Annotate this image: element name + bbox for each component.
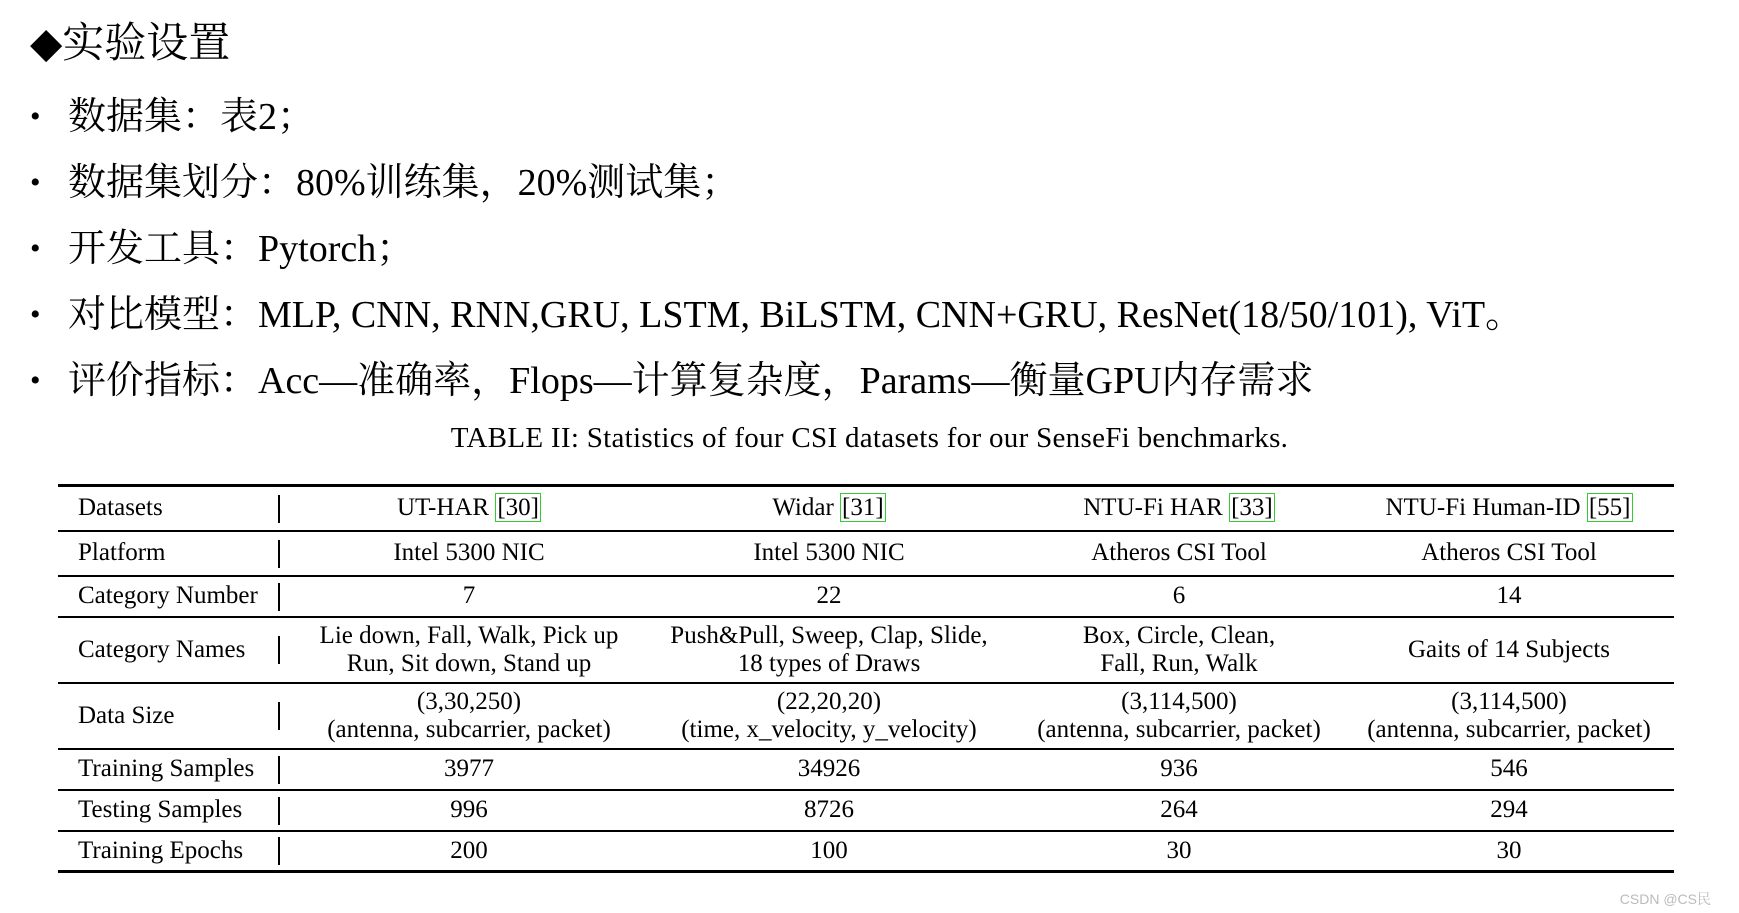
- table-cell: [644, 617, 1014, 683]
- cell-line: (3,114,500): [1451, 687, 1567, 715]
- citation-link[interactable]: [30]: [497, 494, 540, 522]
- table-cell: [294, 617, 644, 683]
- table-cell: [1344, 531, 1674, 576]
- row-label: Platform: [58, 531, 264, 576]
- table-cell: [1344, 831, 1674, 872]
- cell-line: 30: [1496, 836, 1522, 864]
- cell-line: 30: [1166, 836, 1192, 864]
- header-cell: [1344, 486, 1674, 531]
- table-cell: [1344, 617, 1674, 683]
- row-label: Data Size: [58, 683, 264, 749]
- table-cell: [644, 531, 1014, 576]
- table-cell: [1344, 790, 1674, 831]
- table-cell: [1344, 683, 1674, 749]
- bullet-dot-icon: •: [30, 364, 41, 397]
- table-cell: [294, 683, 644, 749]
- header-cell: [1014, 486, 1344, 531]
- dataset-table: [58, 484, 1674, 873]
- cell-line: Lie down, Fall, Walk, Pick up: [319, 621, 619, 649]
- cell-line: Intel 5300 NIC: [753, 539, 905, 566]
- column-separator: [264, 617, 294, 683]
- bullet-item: [30, 216, 1523, 282]
- table-cell: [1014, 790, 1344, 831]
- table-cell: [294, 749, 644, 790]
- table-caption: TABLE II: Statistics of four CSI datasets for our SenseFi benchmarks.: [450, 422, 1289, 454]
- cell-line: (antenna, subcarrier, packet): [1037, 715, 1321, 743]
- cell-line: (time, x_velocity, y_velocity): [681, 715, 977, 743]
- cell-line: (antenna, subcarrier, packet): [327, 715, 611, 743]
- cell-line: 936: [1160, 755, 1198, 782]
- dataset-name: NTU-Fi Human-ID: [1385, 494, 1581, 522]
- table-cell: [644, 683, 1014, 749]
- header-cell: [294, 486, 644, 531]
- cell-line: Gaits of 14 Subjects: [1407, 635, 1611, 663]
- dataset-name: UT-HAR: [396, 494, 490, 522]
- cell-line: (3,30,250): [416, 687, 522, 715]
- bullet-dot-icon: •: [30, 100, 41, 133]
- bullet-item: [30, 282, 1523, 348]
- row-label: Category Number: [58, 576, 264, 617]
- table-header-row: [58, 486, 1674, 531]
- slide-heading: ◆实验设置: [30, 21, 231, 67]
- row-label: Training Samples: [58, 749, 264, 790]
- table-row: [58, 831, 1674, 872]
- watermark: CSDN @CS⺠: [1619, 891, 1711, 907]
- table-cell: [644, 749, 1014, 790]
- cell-line: Fall, Run, Walk: [1100, 649, 1258, 677]
- dataset-name: Widar: [772, 494, 834, 522]
- bullet-dot-icon: •: [30, 166, 41, 199]
- bullet-text: 评价指标：Acc—准确率，Flops—计算复杂度，Params—衡量GPU内存需求: [68, 360, 1314, 402]
- table-cell: [1014, 576, 1344, 617]
- cell-line: 18 types of Draws: [737, 649, 921, 677]
- header-cell: [644, 486, 1014, 531]
- bullet-item: [30, 348, 1523, 414]
- cell-line: 22: [816, 582, 842, 609]
- table-cell: [1014, 617, 1344, 683]
- cell-line: Box, Circle, Clean,: [1082, 621, 1276, 649]
- column-separator: [264, 790, 294, 831]
- cell-line: (antenna, subcarrier, packet): [1367, 715, 1651, 743]
- bullet-text: 数据集划分：80%训练集，20%测试集；: [68, 162, 740, 204]
- cell-line: 6: [1172, 582, 1186, 609]
- row-label: Testing Samples: [58, 790, 264, 831]
- table-cell: [1014, 683, 1344, 749]
- cell-line: 14: [1496, 582, 1522, 609]
- bullet-text: 开发工具：Pytorch；: [68, 228, 415, 270]
- cell-line: 546: [1490, 755, 1528, 782]
- dataset-name: NTU-Fi HAR: [1083, 494, 1223, 522]
- table-cell: [644, 790, 1014, 831]
- cell-line: 7: [462, 582, 476, 609]
- citation-link[interactable]: [55]: [1588, 494, 1631, 522]
- bullet-dot-icon: •: [30, 298, 41, 331]
- table-cell: [1344, 749, 1674, 790]
- cell-line: 294: [1490, 796, 1528, 823]
- bullet-item: [30, 84, 1523, 150]
- table-cell: [1014, 749, 1344, 790]
- table-cell: [1014, 831, 1344, 872]
- citation-link[interactable]: [33]: [1231, 494, 1273, 522]
- bullet-text: 数据集：表2；: [68, 96, 316, 138]
- table-row: [58, 683, 1674, 749]
- table-row: [58, 576, 1674, 617]
- table-cell: [1014, 531, 1344, 576]
- header-label: Datasets: [58, 486, 264, 531]
- table-cell: [294, 790, 644, 831]
- column-separator: [264, 531, 294, 576]
- table-row: [58, 531, 1674, 576]
- bullet-item: [30, 150, 1523, 216]
- column-separator: [264, 576, 294, 617]
- column-separator: [264, 831, 294, 872]
- table-cell: [294, 831, 644, 872]
- table-row: [58, 749, 1674, 790]
- column-separator: [264, 749, 294, 790]
- cell-line: Run, Sit down, Stand up: [346, 649, 592, 677]
- bullet-dot-icon: •: [30, 232, 41, 265]
- table-row: [58, 790, 1674, 831]
- cell-line: 996: [450, 796, 488, 823]
- column-separator: [264, 486, 294, 531]
- cell-line: Intel 5300 NIC: [393, 539, 545, 566]
- cell-line: Push&Pull, Sweep, Clap, Slide,: [670, 621, 988, 649]
- table-cell: [294, 576, 644, 617]
- column-separator: [264, 683, 294, 749]
- table-cell: [1344, 576, 1674, 617]
- cell-line: 264: [1160, 796, 1198, 823]
- bullet-list: [30, 84, 1523, 414]
- cell-line: 200: [450, 836, 488, 864]
- cell-line: 3977: [444, 755, 494, 782]
- row-label: Category Names: [58, 617, 264, 683]
- cell-line: 34926: [797, 755, 861, 782]
- cell-line: Atheros CSI Tool: [1421, 539, 1597, 566]
- table-cell: [294, 531, 644, 576]
- cell-line: (22,20,20): [776, 687, 882, 715]
- table-row: [58, 617, 1674, 683]
- cell-line: 100: [810, 836, 848, 864]
- table-cell: [644, 831, 1014, 872]
- bullet-text: 对比模型：MLP, CNN, RNN,GRU, LSTM, BiLSTM, CNN+GRU, ResNet(18/50/101), ViT。: [68, 294, 1524, 336]
- cell-line: Atheros CSI Tool: [1091, 539, 1267, 566]
- cell-line: (3,114,500): [1121, 687, 1237, 715]
- citation-link[interactable]: [31]: [842, 494, 884, 522]
- row-label: Training Epochs: [58, 831, 264, 872]
- cell-line: 8726: [804, 796, 854, 823]
- table-cell: [644, 576, 1014, 617]
